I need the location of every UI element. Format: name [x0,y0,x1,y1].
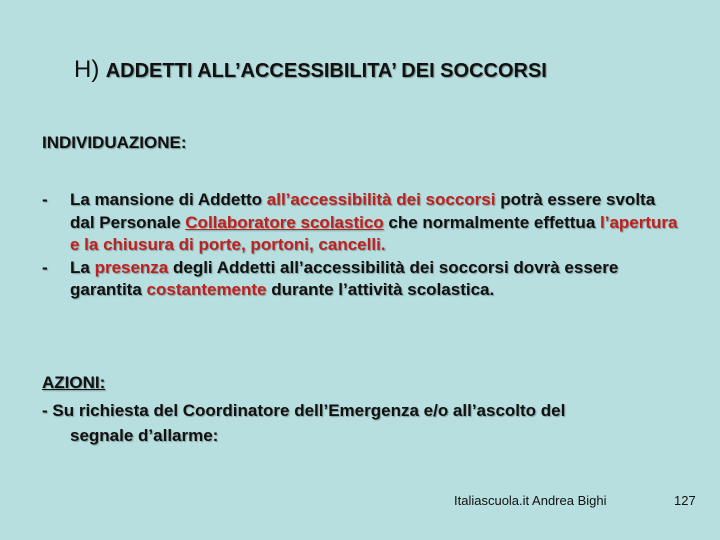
bullet-list [42,189,682,302]
bullet-dash: - [42,257,48,277]
bullet-item-2 [42,257,682,302]
title-letter: H) [74,56,100,83]
text-segment: che normalmente effettua [383,212,600,232]
page-number: 127 [674,493,696,508]
highlight-text: all’accessibilità dei soccorsi [266,190,496,209]
text-segment: potrà essere svolta dal Personale [70,190,656,232]
slide-title [74,56,694,84]
azioni-heading: AZIONI: [42,373,106,392]
azione-line-2: segnale d’allarme: [70,426,219,445]
text-segment: La mansione di Addetto [70,190,267,209]
text-segment: durante l’attività scolastica. [266,280,495,299]
title-text: ADDETTI ALL’ACCESSIBILITA’ DEI SOCCORSI [105,60,547,82]
azione-item [42,398,682,448]
individuazione-heading: INDIVIDUAZIONE: [42,133,187,152]
highlight-text: presenza [94,257,169,277]
bullet-dash: - [42,190,48,209]
bullet-item-1 [42,189,682,257]
highlight-underlined-text: Collaboratore scolastico [185,212,384,232]
text-segment: La [70,257,95,277]
footer-source: Italiascuola.it Andrea Bighi [454,493,607,508]
highlight-text: l’apertura e la chiusura di porte, portoni, cancelli. [70,212,678,254]
text-segment: degli Addetti all’accessibilità dei soccorsi dovrà essere garantita [70,257,619,299]
azione-line-1: - Su richiesta del Coordinatore dell’Emergenza e/o all’ascolto del [42,401,566,420]
highlight-text: costantemente [146,280,267,299]
